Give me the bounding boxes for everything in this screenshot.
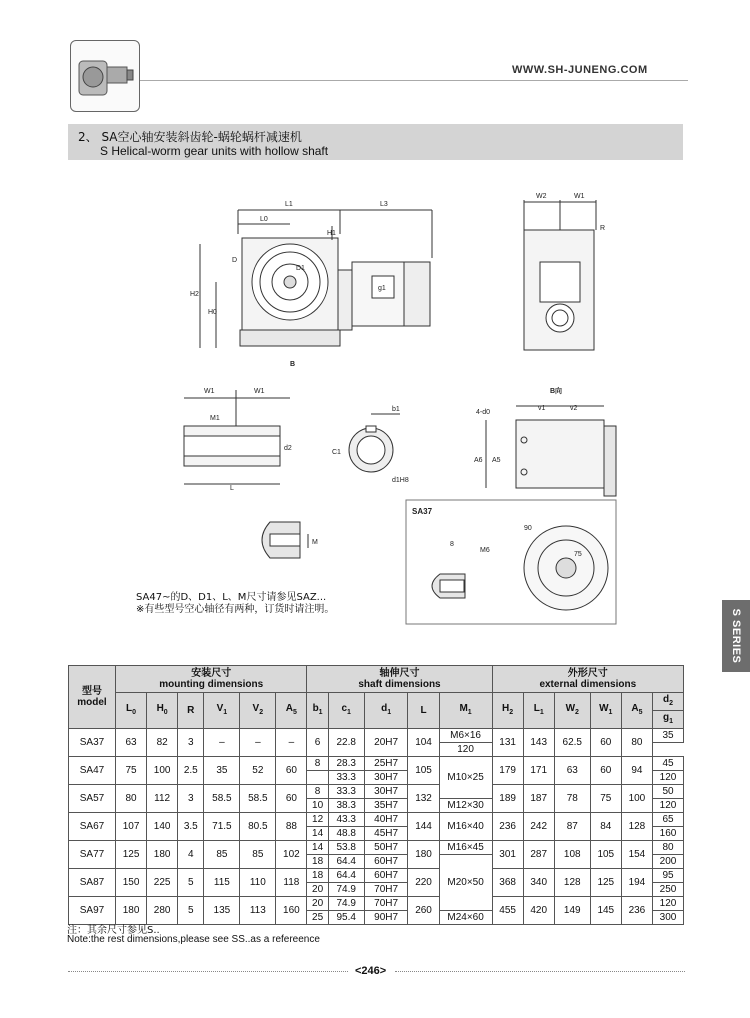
cell-b1: 20 <box>307 897 328 911</box>
group-mounting-zh: 安装尺寸 <box>191 668 232 679</box>
cell-l0: 125 <box>116 841 147 869</box>
cell-b1: 18 <box>307 869 328 883</box>
cell-m1: M20×50 <box>439 855 492 911</box>
cell-w2: 108 <box>554 841 590 869</box>
model-header-zh: 型号 <box>82 686 102 697</box>
cell-g1: 250 <box>653 883 684 897</box>
dim-label-w2: W2 <box>536 193 547 200</box>
table-row <box>69 869 684 883</box>
cell-w2: 128 <box>554 869 590 897</box>
cell-l0: 75 <box>116 757 147 785</box>
cell-model: SA87 <box>69 869 116 897</box>
cell-w1: 84 <box>590 813 621 841</box>
cell-m1: M10×25 <box>439 757 492 799</box>
table-row <box>69 757 684 771</box>
b-direction-view <box>486 406 616 496</box>
dim-label-g1: g1 <box>378 285 386 292</box>
shaft-section-view <box>184 390 290 484</box>
group-shaft <box>307 666 492 693</box>
cell-d1: 20H7 <box>364 729 408 757</box>
cell-v2: 113 <box>240 897 276 925</box>
group-shaft-en: shaft dimensions <box>358 679 441 690</box>
cell-v1: – <box>204 729 240 757</box>
dim-label-d1-top: D1 <box>296 265 305 272</box>
cell-h2: 189 <box>492 785 523 813</box>
cell-g1: 120 <box>653 771 684 785</box>
cell-d1: 45H7 <box>364 827 408 841</box>
cell-h2: 368 <box>492 869 523 897</box>
side-view <box>524 200 596 350</box>
cell-r: 4 <box>178 841 204 869</box>
cell-g1: 200 <box>653 855 684 869</box>
cell-d2: 45 <box>653 757 684 771</box>
cell-w2: 149 <box>554 897 590 925</box>
cell-d1: 60H7 <box>364 855 408 869</box>
col-header-c1: $c_1$ <box>328 693 364 729</box>
cell-model: SA47 <box>69 757 116 785</box>
col-header-l: L <box>408 693 439 729</box>
dim-label-l3: L3 <box>380 201 388 208</box>
side-tab-label: S SERIES <box>730 608 742 664</box>
cell-d1: 70H7 <box>364 897 408 911</box>
group-mounting-en: mounting dimensions <box>159 679 264 690</box>
website-url: WWW.SH-JUNENG.COM <box>512 64 648 76</box>
table-group-header <box>69 666 684 693</box>
col-header-w1: $W_1$ <box>590 693 621 729</box>
cell-l1: 420 <box>523 897 554 925</box>
table-row <box>69 729 684 743</box>
cell-w1: 145 <box>590 897 621 925</box>
dim-label-b-view: B向 <box>550 388 563 395</box>
cell-v2: 58.5 <box>240 785 276 813</box>
col-header-a5-ext: $A_5$ <box>621 693 652 729</box>
cell-l1: 143 <box>523 729 554 757</box>
cell-h0: 140 <box>147 813 178 841</box>
cell-b1: 25 <box>307 911 328 925</box>
col-header-l1: $L_1$ <box>523 693 554 729</box>
cell-a5: 88 <box>276 813 307 841</box>
cell-w2: 78 <box>554 785 590 813</box>
cell-l0: 150 <box>116 869 147 897</box>
cell-d2: 50 <box>653 785 684 799</box>
cell-d2: 120 <box>653 897 684 911</box>
cell-a5: 102 <box>276 841 307 869</box>
cell-l1: 340 <box>523 869 554 897</box>
cell-v1: 115 <box>204 869 240 897</box>
cell-v2: 110 <box>240 869 276 897</box>
cell-c1: 53.8 <box>328 841 364 855</box>
cell-model: SA57 <box>69 785 116 813</box>
main-front-view <box>200 210 432 348</box>
cell-w1: 75 <box>590 785 621 813</box>
cell-h0: 82 <box>147 729 178 757</box>
cell-d1: 90H7 <box>364 911 408 925</box>
cell-l: 220 <box>408 869 439 897</box>
cell-d1: 60H7 <box>364 869 408 883</box>
cell-r: 5 <box>178 869 204 897</box>
cell-a5e: 128 <box>621 813 652 841</box>
cell-c1: 38.3 <box>328 799 364 813</box>
cell-h0: 225 <box>147 869 178 897</box>
dim-label-h0: H0 <box>208 309 217 316</box>
cell-l: 105 <box>408 757 439 785</box>
group-shaft-zh: 轴伸尺寸 <box>379 668 420 679</box>
cell-a5e: 94 <box>621 757 652 785</box>
dim-label-m6: M6 <box>480 547 490 554</box>
cell-c1: 74.9 <box>328 883 364 897</box>
cell-l1: 242 <box>523 813 554 841</box>
footer-note-zh: 注：其余尺寸参见S.. <box>67 925 160 936</box>
cell-a5: 118 <box>276 869 307 897</box>
dim-label-d1h8: d1H8 <box>392 477 409 484</box>
cell-d1: 50H7 <box>364 841 408 855</box>
footer-note-en: Note:the rest dimensions,please see SS..as a refereence <box>67 934 320 945</box>
cell-l0: 180 <box>116 897 147 925</box>
col-header-v1: $V_1$ <box>204 693 240 729</box>
cell-model: SA37 <box>69 729 116 757</box>
cell-b1: 18 <box>307 855 328 869</box>
cell-w1: 125 <box>590 869 621 897</box>
group-external-zh: 外形尺寸 <box>567 668 608 679</box>
cell-l: 104 <box>408 729 439 757</box>
cell-m1: M6×16 <box>439 729 492 743</box>
cell-c1: 33.3 <box>328 771 364 785</box>
cell-v2: – <box>240 729 276 757</box>
table-row <box>69 813 684 827</box>
cell-c1: 74.9 <box>328 897 364 911</box>
page-number: <246> <box>355 965 387 977</box>
cell-h2: 179 <box>492 757 523 785</box>
cell-l0: 80 <box>116 785 147 813</box>
dim-label-w1-a: W1 <box>204 388 215 395</box>
cell-d2: 80 <box>653 841 684 855</box>
cell-b1: 14 <box>307 841 328 855</box>
cell-b1: 8 <box>307 785 328 799</box>
cell-g1: 120 <box>439 743 492 757</box>
dim-label-phi75: 75 <box>574 551 582 558</box>
cell-v1: 135 <box>204 897 240 925</box>
cell-c1: 95.4 <box>328 911 364 925</box>
dim-label-w1-b: W1 <box>254 388 265 395</box>
col-header-a5: $A_5$ <box>276 693 307 729</box>
cell-d1: 35H7 <box>364 799 408 813</box>
dim-label-h2: H2 <box>190 291 199 298</box>
cell-g1: 120 <box>653 799 684 813</box>
dim-label-d2: d2 <box>284 445 292 452</box>
col-header-b1: $b_1$ <box>307 693 328 729</box>
group-external <box>492 666 683 693</box>
cell-c1: 64.4 <box>328 855 364 869</box>
dim-label-m: M <box>312 539 318 546</box>
col-model-header <box>69 666 116 729</box>
sa37-box-title: SA37 <box>412 507 433 516</box>
col-header-r: R <box>178 693 204 729</box>
cell-h2: 301 <box>492 841 523 869</box>
table-column-header <box>69 693 684 729</box>
cell-d1: 40H7 <box>364 813 408 827</box>
cell-b1: 12 <box>307 813 328 827</box>
cell-a5: – <box>276 729 307 757</box>
cell-r: 3 <box>178 785 204 813</box>
dim-label-a6: A6 <box>474 457 483 464</box>
table-row <box>69 897 684 911</box>
cell-l: 132 <box>408 785 439 813</box>
cell-l1: 287 <box>523 841 554 869</box>
cell-m1: M16×40 <box>439 813 492 841</box>
table-row <box>69 841 684 855</box>
cell-b1: 10 <box>307 799 328 813</box>
cell-l: 144 <box>408 813 439 841</box>
cell-w1: 105 <box>590 841 621 869</box>
cell-r: 2.5 <box>178 757 204 785</box>
cell-a5e: 100 <box>621 785 652 813</box>
hollow-shaft-view <box>349 414 400 472</box>
dim-label-c1: C1 <box>332 449 341 456</box>
cell-r: 3.5 <box>178 813 204 841</box>
col-header-h2: $H_2$ <box>492 693 523 729</box>
cell-w1: 60 <box>590 757 621 785</box>
cell-h0: 180 <box>147 841 178 869</box>
cell-model: SA97 <box>69 897 116 925</box>
model-header-en: model <box>77 697 107 708</box>
page-divider-left <box>68 971 348 972</box>
cell-b1: 14 <box>307 827 328 841</box>
note-sa47: SA47~的D、D1、L、M尺寸请参见SAZ... <box>136 592 327 603</box>
group-external-en: external dimensions <box>539 679 637 690</box>
table-row <box>69 785 684 799</box>
cell-g1: 160 <box>653 827 684 841</box>
col-header-v2: $V_2$ <box>240 693 276 729</box>
dim-label-l0: L0 <box>260 216 268 223</box>
cell-c1: 64.4 <box>328 869 364 883</box>
cell-h2: 131 <box>492 729 523 757</box>
cell-c1: 48.8 <box>328 827 364 841</box>
cell-c1: 28.3 <box>328 757 364 771</box>
cell-d1: 25H7 <box>364 757 408 771</box>
cell-a5e: 154 <box>621 841 652 869</box>
cell-a5e: 80 <box>621 729 652 757</box>
cell-m1: M24×60 <box>439 911 492 925</box>
cell-w2: 63 <box>554 757 590 785</box>
dim-label-8: 8 <box>450 541 454 548</box>
cell-h0: 280 <box>147 897 178 925</box>
dim-label-m1: M1 <box>210 415 220 422</box>
cell-l1: 187 <box>523 785 554 813</box>
cell-d2: 65 <box>653 813 684 827</box>
cell-v1: 35 <box>204 757 240 785</box>
sa37-detail-box <box>406 500 616 624</box>
col-header-h0: $H_0$ <box>147 693 178 729</box>
table-body <box>69 729 684 925</box>
cell-m1: M16×45 <box>439 841 492 855</box>
section-title-zh: 2、 SA空心轴安装斜齿轮-蜗轮蜗杆减速机 <box>78 130 302 144</box>
dim-label-b: B <box>290 361 296 368</box>
cell-h0: 112 <box>147 785 178 813</box>
dim-label-a5: A5 <box>492 457 501 464</box>
col-header-m1: $M_1$ <box>439 693 492 729</box>
cell-d1: 30H7 <box>364 771 408 785</box>
dimension-table <box>68 665 684 925</box>
dim-label-l1: L1 <box>285 201 293 208</box>
cell-w1: 60 <box>590 729 621 757</box>
cell-l1: 171 <box>523 757 554 785</box>
dim-label-b1: b1 <box>392 406 400 413</box>
cell-c1: 43.3 <box>328 813 364 827</box>
cell-l: 260 <box>408 897 439 925</box>
dim-label-r: R <box>600 225 606 232</box>
cell-d2: 35 <box>653 729 684 743</box>
dim-label-phi90: 90 <box>524 525 532 532</box>
dim-label-4-d0: 4-d0 <box>476 409 491 416</box>
cell-h0: 100 <box>147 757 178 785</box>
cell-w2: 62.5 <box>554 729 590 757</box>
cell-b1: 6 <box>307 729 328 757</box>
cell-model: SA67 <box>69 813 116 841</box>
cell-m1: M12×30 <box>439 799 492 813</box>
cell-a5: 160 <box>276 897 307 925</box>
dim-label-w1-side: W1 <box>574 193 585 200</box>
cell-d1: 70H7 <box>364 883 408 897</box>
cell-w2: 87 <box>554 813 590 841</box>
section-title-en: S Helical-worm gear units with hollow shaft <box>100 144 329 158</box>
cell-v1: 58.5 <box>204 785 240 813</box>
col-header-w2: $W_2$ <box>554 693 590 729</box>
cell-v2: 52 <box>240 757 276 785</box>
col-header-d1: $d_1$ <box>364 693 408 729</box>
cell-h2: 455 <box>492 897 523 925</box>
note-shaft-diameter: ※有些型号空心轴径有两种，订货时请注明。 <box>136 604 335 615</box>
cell-a5: 60 <box>276 757 307 785</box>
cell-v1: 85 <box>204 841 240 869</box>
cell-l0: 107 <box>116 813 147 841</box>
cell-a5e: 194 <box>621 869 652 897</box>
cell-r: 3 <box>178 729 204 757</box>
cell-g1: 300 <box>653 911 684 925</box>
cell-a5e: 236 <box>621 897 652 925</box>
page-divider-right <box>395 971 685 972</box>
cell-l0: 63 <box>116 729 147 757</box>
cell-h2: 236 <box>492 813 523 841</box>
col-header-d2-g1: $d_2$ $g_1$ <box>653 693 684 729</box>
cell-v2: 85 <box>240 841 276 869</box>
cell-l: 180 <box>408 841 439 869</box>
cell-d2: 95 <box>653 869 684 883</box>
dim-label-d: D <box>232 257 238 264</box>
cell-b1: 20 <box>307 883 328 897</box>
col-header-l0: $L_0$ <box>116 693 147 729</box>
cell-v1: 71.5 <box>204 813 240 841</box>
dim-label-h1: H1 <box>327 230 336 237</box>
cell-r: 5 <box>178 897 204 925</box>
cell-b1: 8 <box>307 757 328 771</box>
cell-b1 <box>307 771 328 785</box>
dim-label-v2: v2 <box>570 405 578 412</box>
cell-c1: 22.8 <box>328 729 364 757</box>
group-mounting <box>116 666 307 693</box>
cell-c1: 33.3 <box>328 785 364 799</box>
cell-v2: 80.5 <box>240 813 276 841</box>
dim-label-v1: v1 <box>538 405 546 412</box>
cell-model: SA77 <box>69 841 116 869</box>
cell-a5: 60 <box>276 785 307 813</box>
dim-label-l: L <box>230 485 234 492</box>
cell-d1: 30H7 <box>364 785 408 799</box>
shaft-end-detail <box>262 522 308 558</box>
